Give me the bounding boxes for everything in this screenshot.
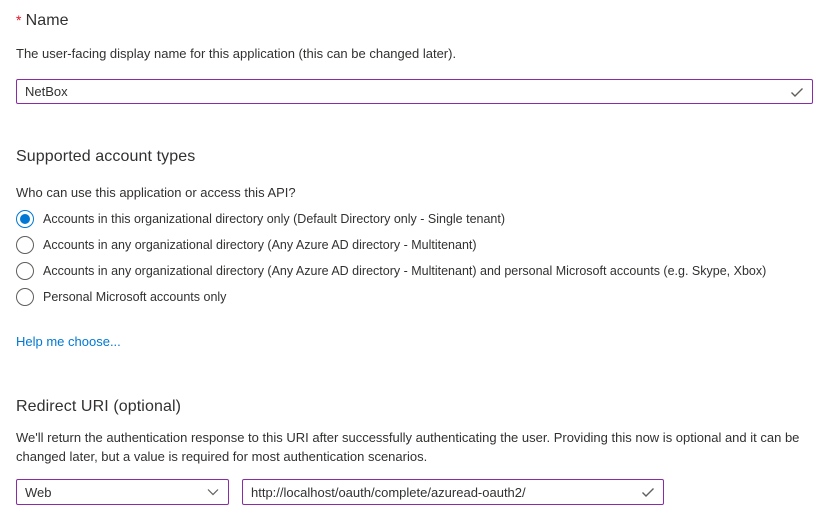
radio-button-icon — [16, 288, 34, 306]
required-asterisk: * — [16, 12, 22, 28]
radio-option-multitenant[interactable] — [16, 232, 813, 258]
account-types-title: Supported account types — [16, 148, 196, 165]
radio-button-icon — [16, 210, 34, 228]
radio-option-label: Accounts in any organizational directory (Any Azure AD directory - Multitenant) — [43, 238, 477, 252]
radio-option-multitenant-personal[interactable] — [16, 258, 813, 284]
account-type-options — [16, 206, 813, 310]
platform-select-value: Web — [25, 484, 52, 500]
radio-button-icon — [16, 236, 34, 254]
name-input-wrap — [16, 79, 813, 104]
redirect-uri-title: Redirect URI (optional) — [16, 398, 182, 415]
redirect-uri-input-wrap — [242, 479, 664, 505]
radio-option-label: Accounts in this organizational directory only (Default Directory only - Single tenant) — [43, 212, 506, 226]
name-section-title-text: Name — [25, 12, 69, 29]
radio-button-icon — [16, 262, 34, 280]
chevron-down-icon — [206, 485, 220, 499]
redirect-uri-description: We'll return the authentication response to this URI after successfully authenticating the user. Providing this now is optional and it can be changed later, but a value is required for most authentication scenarios. — [16, 430, 800, 464]
radio-option-single-tenant[interactable] — [16, 206, 813, 232]
radio-option-label: Personal Microsoft accounts only — [43, 290, 227, 304]
name-description: The user-facing display name for this application (this can be changed later). — [16, 46, 457, 61]
account-types-question: Who can use this application or access this API? — [16, 185, 296, 200]
name-input[interactable] — [16, 79, 813, 104]
radio-option-label: Accounts in any organizational directory (Any Azure AD directory - Multitenant) and personal Microsoft accounts (e.g. Skype, Xbox) — [43, 264, 767, 278]
platform-select[interactable] — [16, 479, 229, 505]
check-mark-icon — [789, 84, 805, 100]
check-mark-icon — [640, 484, 656, 500]
help-me-choose-link[interactable]: Help me choose... — [16, 334, 121, 349]
name-section-title — [16, 10, 813, 31]
redirect-uri-input[interactable] — [242, 479, 664, 505]
radio-option-personal-only[interactable] — [16, 284, 813, 310]
redirect-uri-controls — [16, 479, 813, 505]
